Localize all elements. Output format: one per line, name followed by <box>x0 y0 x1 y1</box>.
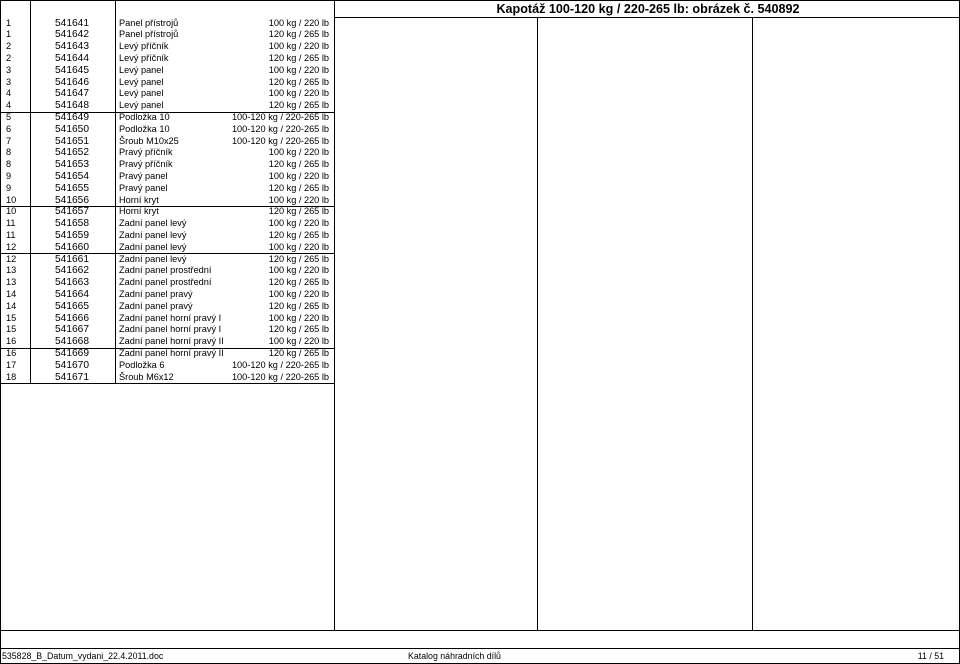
table-row <box>0 147 333 159</box>
row-position-number: 16 <box>6 336 17 347</box>
row-weight-class: 120 kg / 265 lb <box>268 206 329 217</box>
row-position-number: 9 <box>6 171 12 181</box>
row-position-number: 8 <box>6 159 12 170</box>
row-weight-class: 100-120 kg / 220-265 lb <box>231 359 329 370</box>
row-part-code: 541644 <box>55 53 89 64</box>
row-position-number: 15 <box>6 324 17 335</box>
row-part-code: 541641 <box>55 17 89 29</box>
row-part-code: 541656 <box>55 194 89 206</box>
row-position-number: 18 <box>6 371 17 382</box>
row-part-code: 541655 <box>55 182 89 194</box>
row-weight-class: 100 kg / 220 lb <box>268 17 329 28</box>
row-part-name: Zadní panel horní pravý II <box>119 348 224 358</box>
row-weight-class: 100 kg / 220 lb <box>268 265 329 276</box>
row-part-name: Zadní panel levý <box>119 253 187 264</box>
row-weight-class: 100 kg / 220 lb <box>268 312 329 323</box>
grid-line <box>0 206 335 207</box>
grid-line <box>0 630 960 631</box>
row-weight-class: 120 kg / 265 lb <box>268 277 329 288</box>
page-title: Kapotáž 100-120 kg / 220-265 lb: obrázek č. 540892 <box>496 2 800 16</box>
row-position-number: 14 <box>6 300 17 311</box>
row-part-name: Zadní panel prostřední <box>119 277 212 288</box>
row-part-name: Zadní panel horní pravý I <box>119 312 222 323</box>
grid-line <box>537 17 538 631</box>
row-part-name: Podložka 10 <box>119 123 170 134</box>
table-row <box>0 218 333 230</box>
row-part-name: Pravý příčník <box>119 159 173 170</box>
row-weight-class: 120 kg / 265 lb <box>268 53 329 63</box>
table-row <box>0 336 333 348</box>
table-row <box>0 254 333 266</box>
row-part-name: Levý panel <box>119 100 164 111</box>
row-part-name: Podložka 6 <box>119 359 165 370</box>
row-part-name: Levý panel <box>119 64 164 75</box>
table-row <box>0 183 333 195</box>
row-position-number: 13 <box>6 277 17 288</box>
footer-document-name: 535828_B_Datum_vydani_22.4.2011.doc <box>2 651 164 661</box>
row-part-name: Zadní panel horní pravý I <box>119 324 222 335</box>
row-weight-class: 120 kg / 265 lb <box>268 159 329 170</box>
row-part-name: Zadní panel levý <box>119 230 187 240</box>
row-weight-class: 100-120 kg / 220-265 lb <box>231 112 329 122</box>
table-row <box>0 348 333 360</box>
row-position-number: 12 <box>6 253 17 264</box>
row-part-name: Zadní panel prostřední <box>119 265 212 276</box>
table-row <box>0 360 333 372</box>
row-part-code: 541646 <box>55 76 89 88</box>
table-row <box>0 29 333 41</box>
row-position-number: 1 <box>6 29 12 40</box>
row-part-code: 541647 <box>55 88 89 100</box>
grid-line <box>0 112 335 113</box>
row-part-name: Pravý panel <box>119 171 168 181</box>
row-part-name: Zadní panel levý <box>119 241 187 252</box>
table-row <box>0 171 333 183</box>
table-row <box>0 195 333 207</box>
row-part-code: 541651 <box>55 135 89 147</box>
row-weight-class: 100 kg / 220 lb <box>268 289 329 299</box>
grid-line <box>0 383 335 384</box>
row-part-name: Šroub M6x12 <box>119 371 174 382</box>
row-part-name: Zadní panel horní pravý II <box>119 336 224 347</box>
grid-line <box>0 648 960 649</box>
table-row <box>0 112 333 124</box>
row-position-number: 4 <box>6 100 12 111</box>
row-weight-class: 120 kg / 265 lb <box>268 324 329 335</box>
table-row <box>0 88 333 100</box>
grid-line <box>752 17 753 631</box>
row-position-number: 13 <box>6 265 17 276</box>
grid-line <box>334 0 335 631</box>
row-position-number: 15 <box>6 312 17 323</box>
table-row <box>0 65 333 77</box>
row-weight-class: 100 kg / 220 lb <box>268 88 329 99</box>
table-row <box>0 41 333 53</box>
row-weight-class: 100 kg / 220 lb <box>268 218 329 229</box>
row-position-number: 16 <box>6 348 17 358</box>
row-position-number: 12 <box>6 241 17 252</box>
grid-line <box>115 0 116 384</box>
row-part-code: 541643 <box>55 41 89 53</box>
table-row <box>0 18 333 30</box>
row-position-number: 17 <box>6 359 17 370</box>
row-weight-class: 100 kg / 220 lb <box>268 171 329 181</box>
row-weight-class: 120 kg / 265 lb <box>268 29 329 40</box>
row-part-name: Levý panel <box>119 88 164 99</box>
row-part-name: Pravý panel <box>119 182 168 193</box>
row-part-code: 541649 <box>55 112 89 123</box>
row-weight-class: 100 kg / 220 lb <box>268 41 329 52</box>
row-weight-class: 100 kg / 220 lb <box>268 147 329 158</box>
row-part-code: 541661 <box>55 253 89 265</box>
row-weight-class: 100-120 kg / 220-265 lb <box>231 123 329 134</box>
row-part-name: Zadní panel levý <box>119 218 187 229</box>
table-row <box>0 100 333 112</box>
row-weight-class: 120 kg / 265 lb <box>268 230 329 240</box>
footer-catalog-label: Katalog náhradních dílů <box>408 651 501 661</box>
row-position-number: 3 <box>6 64 12 75</box>
row-weight-class: 100 kg / 220 lb <box>268 64 329 75</box>
row-part-code: 541653 <box>55 159 89 171</box>
row-weight-class: 100 kg / 220 lb <box>268 336 329 347</box>
row-weight-class: 100-120 kg / 220-265 lb <box>231 135 329 146</box>
row-part-code: 541663 <box>55 277 89 289</box>
row-part-code: 541652 <box>55 147 89 159</box>
grid-line <box>0 253 335 254</box>
row-position-number: 1 <box>6 17 12 28</box>
row-weight-class: 100 kg / 220 lb <box>268 194 329 205</box>
row-part-name: Panel přístrojů <box>119 17 179 28</box>
table-row <box>0 301 333 313</box>
row-position-number: 5 <box>6 112 12 122</box>
table-row <box>0 289 333 301</box>
footer-page-number: 11 / 51 <box>917 651 944 661</box>
row-part-code: 541648 <box>55 100 89 112</box>
row-weight-class: 120 kg / 265 lb <box>268 300 329 311</box>
row-position-number: 2 <box>6 41 12 52</box>
row-part-code: 541667 <box>55 324 89 336</box>
row-part-code: 541650 <box>55 123 89 135</box>
row-position-number: 14 <box>6 289 17 299</box>
table-row <box>0 124 333 136</box>
table-row <box>0 230 333 242</box>
row-position-number: 9 <box>6 182 12 193</box>
row-part-code: 541642 <box>55 29 89 41</box>
row-part-name: Zadní panel pravý <box>119 289 193 299</box>
table-row <box>0 277 333 289</box>
row-part-code: 541662 <box>55 265 89 277</box>
row-part-code: 541665 <box>55 300 89 312</box>
row-part-code: 541669 <box>55 348 89 359</box>
table-row <box>0 136 333 148</box>
row-part-code: 541668 <box>55 336 89 348</box>
row-weight-class: 120 kg / 265 lb <box>268 348 329 358</box>
table-row <box>0 313 333 325</box>
row-position-number: 4 <box>6 88 12 99</box>
row-position-number: 6 <box>6 123 12 134</box>
row-position-number: 11 <box>6 218 16 229</box>
row-part-name: Zadní panel pravý <box>119 300 193 311</box>
row-position-number: 8 <box>6 147 12 158</box>
row-part-code: 541660 <box>55 241 89 253</box>
grid-line <box>335 17 960 18</box>
table-row <box>0 242 333 254</box>
table-row <box>0 324 333 336</box>
row-position-number: 3 <box>6 76 12 87</box>
grid-line <box>0 348 335 349</box>
row-part-code: 541666 <box>55 312 89 324</box>
table-row <box>0 53 333 65</box>
row-weight-class: 100-120 kg / 220-265 lb <box>231 371 329 382</box>
row-part-code: 541657 <box>55 206 89 218</box>
row-part-code: 541670 <box>55 359 89 371</box>
row-part-code: 541671 <box>55 371 89 383</box>
row-weight-class: 120 kg / 265 lb <box>268 182 329 193</box>
row-position-number: 10 <box>6 206 17 217</box>
table-row <box>0 265 333 277</box>
row-part-code: 541664 <box>55 289 89 300</box>
row-position-number: 2 <box>6 53 12 63</box>
row-weight-class: 120 kg / 265 lb <box>268 100 329 111</box>
row-position-number: 7 <box>6 135 12 146</box>
table-row <box>0 77 333 89</box>
row-part-code: 541658 <box>55 218 89 230</box>
row-part-name: Horní kryt <box>119 206 159 217</box>
row-part-code: 541645 <box>55 64 89 76</box>
row-part-code: 541659 <box>55 230 89 241</box>
row-part-name: Horní kryt <box>119 194 159 205</box>
row-part-name: Levý příčník <box>119 53 169 63</box>
row-part-name: Levý panel <box>119 76 164 87</box>
row-weight-class: 120 kg / 265 lb <box>268 253 329 264</box>
table-row <box>0 206 333 218</box>
row-weight-class: 120 kg / 265 lb <box>268 76 329 87</box>
row-part-code: 541654 <box>55 171 89 182</box>
grid-line <box>30 0 31 384</box>
row-position-number: 11 <box>6 230 16 240</box>
row-position-number: 10 <box>6 194 17 205</box>
row-part-name: Panel přístrojů <box>119 29 179 40</box>
row-weight-class: 100 kg / 220 lb <box>268 241 329 252</box>
table-row <box>0 372 333 384</box>
table-row <box>0 159 333 171</box>
row-part-name: Levý příčník <box>119 41 169 52</box>
grid-line <box>0 0 1 664</box>
row-part-name: Pravý příčník <box>119 147 173 158</box>
grid-line <box>0 0 960 1</box>
row-part-name: Podložka 10 <box>119 112 170 122</box>
row-part-name: Šroub M10x25 <box>119 135 179 146</box>
